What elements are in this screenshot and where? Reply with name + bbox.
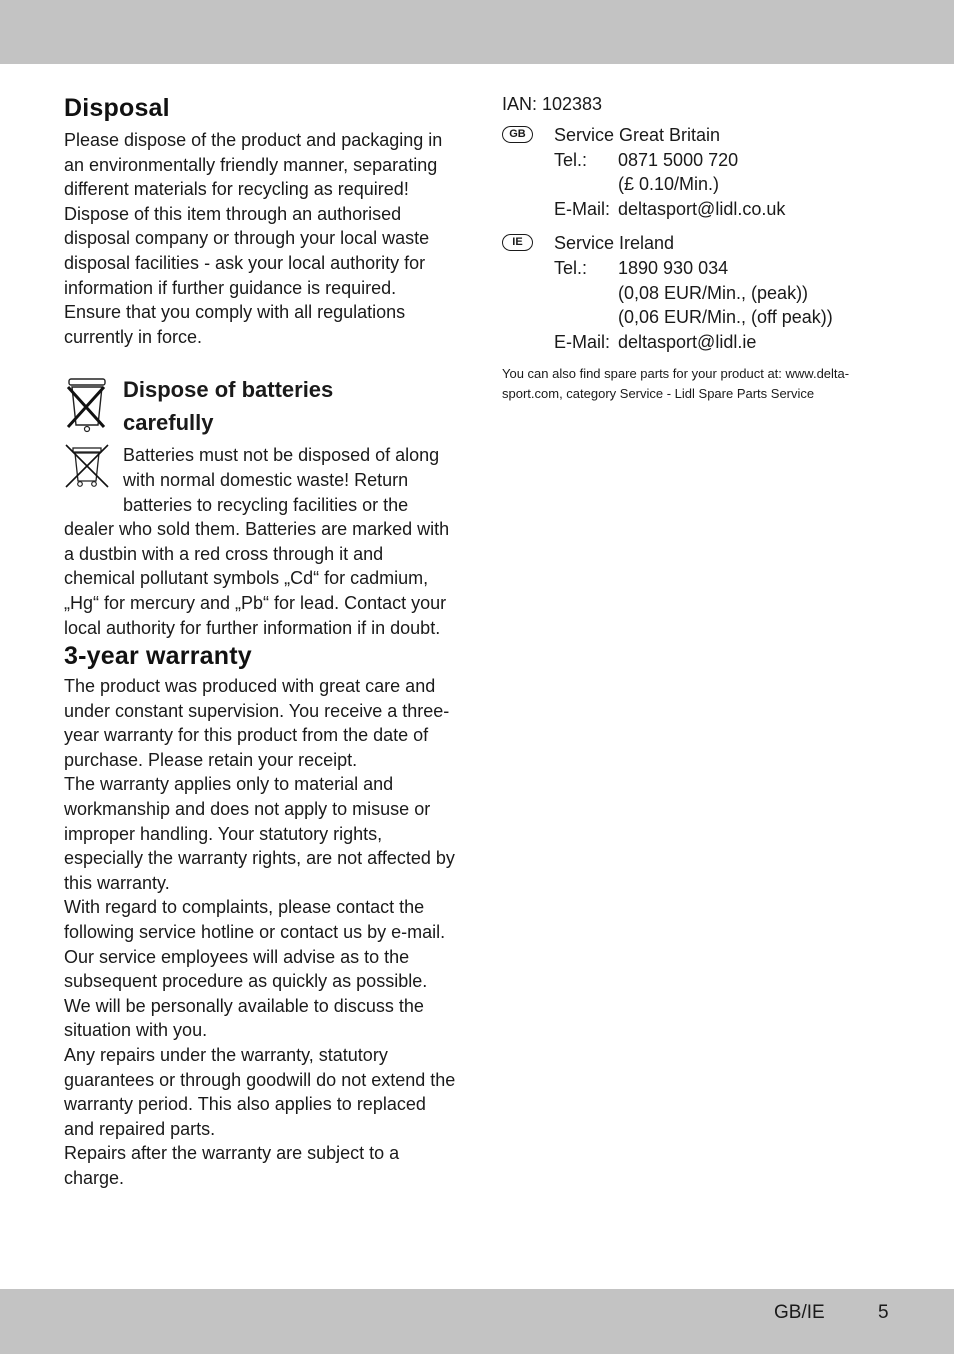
email-label: E-Mail: — [554, 198, 611, 219]
service-gb-name: Service Great Britain — [554, 125, 721, 145]
service-ie-tel-note-peak: (0,08 EUR/Min., (peak)) — [618, 282, 809, 303]
batteries-heading: Dispose of batteries carefully — [123, 377, 334, 436]
service-ie-tel-row — [554, 256, 882, 281]
service-ie-mail-row — [554, 330, 882, 355]
ian-number: IAN: 102383 — [502, 94, 603, 114]
service-gb-tel-note: (£ 0.10/Min.) — [618, 174, 720, 195]
disposal-text: Please dispose of the product and packaging in an environmentally friendly manner, separating different materials for recycling as required! Dispose of this item through an authorised disposal company or through your local waste disposal facilities - ask your local authority for information if further guidance is required. Ensure that you comply with all regulations currently in force. — [64, 130, 443, 347]
ie-flag-badge: IE — [502, 234, 533, 251]
batteries-header — [64, 373, 456, 437]
batteries-section — [64, 443, 456, 640]
header-band — [0, 0, 954, 64]
service-gb — [502, 123, 882, 221]
batteries-text: Batteries must not be disposed of along with normal domestic waste! Return batteries to recycling facilities or the dealer who sold them. Batteries are marked with a dustbin with a red cross through it and chemical pollutant symbols „Cd“ for cadmium, „Hg“ for mercury and „Pb“ for lead. Contact your local authority for further information if in doubt. — [64, 445, 450, 638]
tel-label: Tel.: — [554, 257, 588, 278]
warranty-paragraph: The product was produced with great care and under constant supervision. You receive a three-year warranty for this product from the date of purchase. Please retain your receipt. — [64, 676, 450, 770]
spacer — [554, 281, 618, 306]
warranty-heading: 3-year warranty — [64, 642, 252, 671]
page-number: 5 — [878, 1302, 889, 1323]
service-ie — [502, 231, 882, 354]
service-ie-tel[interactable]: 1890 930 034 — [618, 257, 729, 278]
disposal-heading: Disposal — [64, 94, 170, 122]
service-ie-email-link[interactable]: deltasport@lidl.ie — [618, 331, 757, 352]
battery-disposal-icon — [64, 375, 110, 438]
spacer — [554, 172, 618, 197]
service-gb-tel[interactable]: 0871 5000 720 — [618, 149, 739, 170]
service-gb-tel-row — [554, 148, 882, 173]
right-column — [502, 92, 882, 403]
left-column — [64, 92, 456, 1191]
warranty-paragraph: Repairs after the warranty are subject to a charge. — [64, 1143, 400, 1188]
spare-parts-note: You can also find spare parts for your product at: www.delta-sport.com, category Service - Lidl Spare Parts Service — [502, 366, 850, 401]
service-ie-tel-note-row — [554, 305, 882, 330]
service-gb-tel-note-row — [554, 172, 882, 197]
warranty-paragraph: Any repairs under the warranty, statutory guarantees or through goodwill do not extend the warranty period. This also applies to replaced and repaired parts. — [64, 1045, 456, 1139]
service-ie-name: Service Ireland — [554, 233, 675, 254]
spacer — [554, 305, 618, 330]
service-ie-tel-note-offpeak: (0,06 EUR/Min., (off peak)) — [618, 307, 833, 328]
warranty-paragraph: With regard to complaints, please contact the following service hotline or contact us by e-mail. Our service employees will advise as to the subsequent procedure as quickly as possible. We will be personally available to discuss the situation with you. — [64, 897, 446, 1041]
crossed-bin-icon — [64, 443, 112, 515]
warranty-paragraph: The warranty applies only to material and workmanship and does not apply to misuse or improper handling. Your statutory rights, especially the warranty rights, are not affected by this warranty. — [64, 774, 455, 893]
email-label: E-Mail: — [554, 331, 611, 352]
tel-label: Tel.: — [554, 149, 588, 170]
service-ie-tel-note-row — [554, 281, 882, 306]
footer-region-label: GB/IE — [774, 1302, 825, 1323]
service-gb-email-link[interactable]: deltasport@lidl.co.uk — [618, 198, 786, 219]
service-gb-mail-row — [554, 197, 882, 222]
gb-flag-badge: GB — [502, 126, 533, 143]
